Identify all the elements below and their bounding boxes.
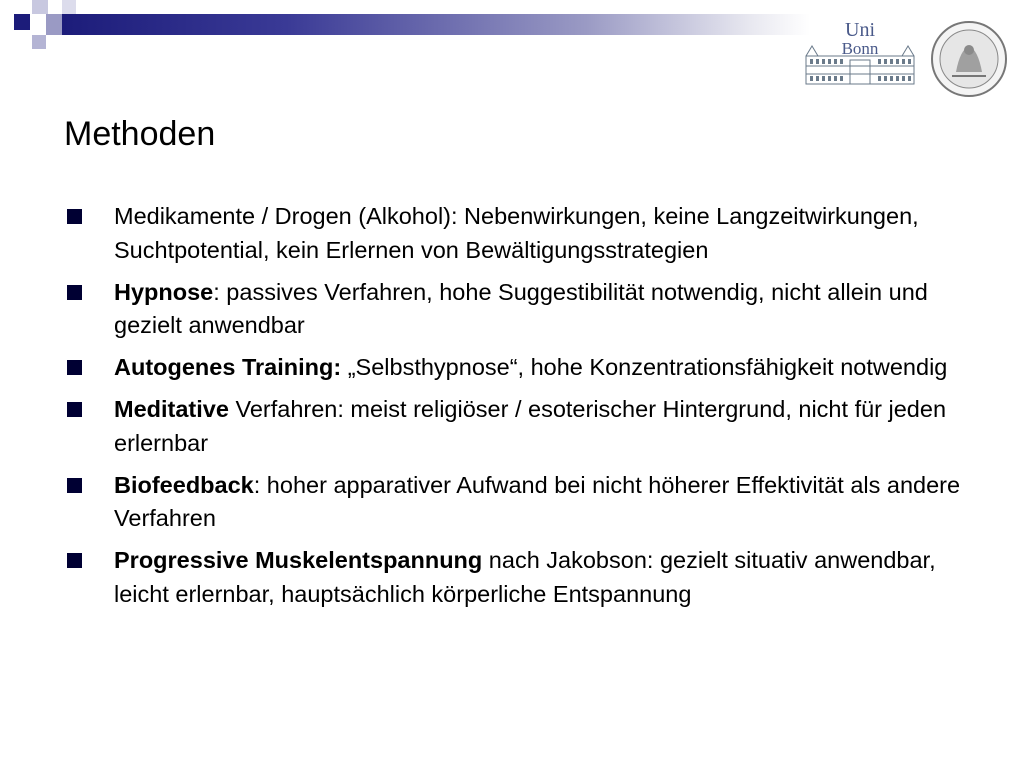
header-square-1 — [14, 14, 30, 30]
bullet-text: : passives Verfahren, hohe Suggestibilität notwendig, nicht allein und gezielt anwendbar — [114, 278, 928, 338]
header-square-4 — [32, 35, 46, 49]
bullet-list — [64, 200, 984, 620]
university-seal-icon — [930, 20, 1008, 98]
list-item — [64, 351, 984, 385]
header-square-2 — [32, 0, 48, 14]
page-title: Methoden — [64, 115, 216, 153]
bullet-bold-text: Biofeedback — [114, 471, 254, 498]
bullet-bold-text: Meditative — [114, 396, 229, 422]
header-square-3 — [46, 14, 62, 35]
bullet-text: nach Jakobson: gezielt situativ anwendbar, leicht erlernbar, hauptsächlich körperliche Entspannung — [114, 547, 936, 607]
square-bullet-icon — [67, 478, 82, 493]
bullet-bold-text: Hypnose — [114, 278, 214, 305]
square-bullet-icon — [67, 402, 82, 417]
list-item — [64, 276, 984, 343]
logo-text-bonn: Bonn — [841, 39, 879, 58]
bullet-text: Medikamente / Drogen (Alkohol): Nebenwirkungen, keine Langzeitwirkungen, Suchtpotential, kein Erlernen von Bewältigungsstrategien — [114, 203, 919, 263]
square-bullet-icon — [67, 553, 82, 568]
square-bullet-icon — [67, 360, 82, 375]
list-item — [64, 393, 984, 460]
header-gradient-bar — [62, 14, 810, 35]
list-item — [64, 544, 984, 611]
list-item — [64, 469, 984, 536]
list-item — [64, 200, 984, 267]
bullet-bold-text: Autogenes Training: — [114, 354, 342, 380]
uni-bonn-logo — [800, 16, 920, 90]
bullet-text: „Selbsthypnose“, hohe Konzentrationsfähigkeit notwendig — [341, 354, 948, 380]
square-bullet-icon — [67, 209, 82, 224]
bullet-text: Verfahren: meist religiöser / esoterischer Hintergrund, nicht für jeden erlernbar — [114, 396, 947, 456]
header-square-5 — [62, 0, 76, 14]
logo-text-uni: Uni — [845, 19, 875, 41]
bullet-text: : hoher apparativer Aufwand bei nicht höherer Effektivität als andere Verfahren — [114, 471, 961, 531]
bullet-bold-text: Progressive Muskelentspannung — [114, 547, 483, 573]
square-bullet-icon — [67, 285, 82, 300]
